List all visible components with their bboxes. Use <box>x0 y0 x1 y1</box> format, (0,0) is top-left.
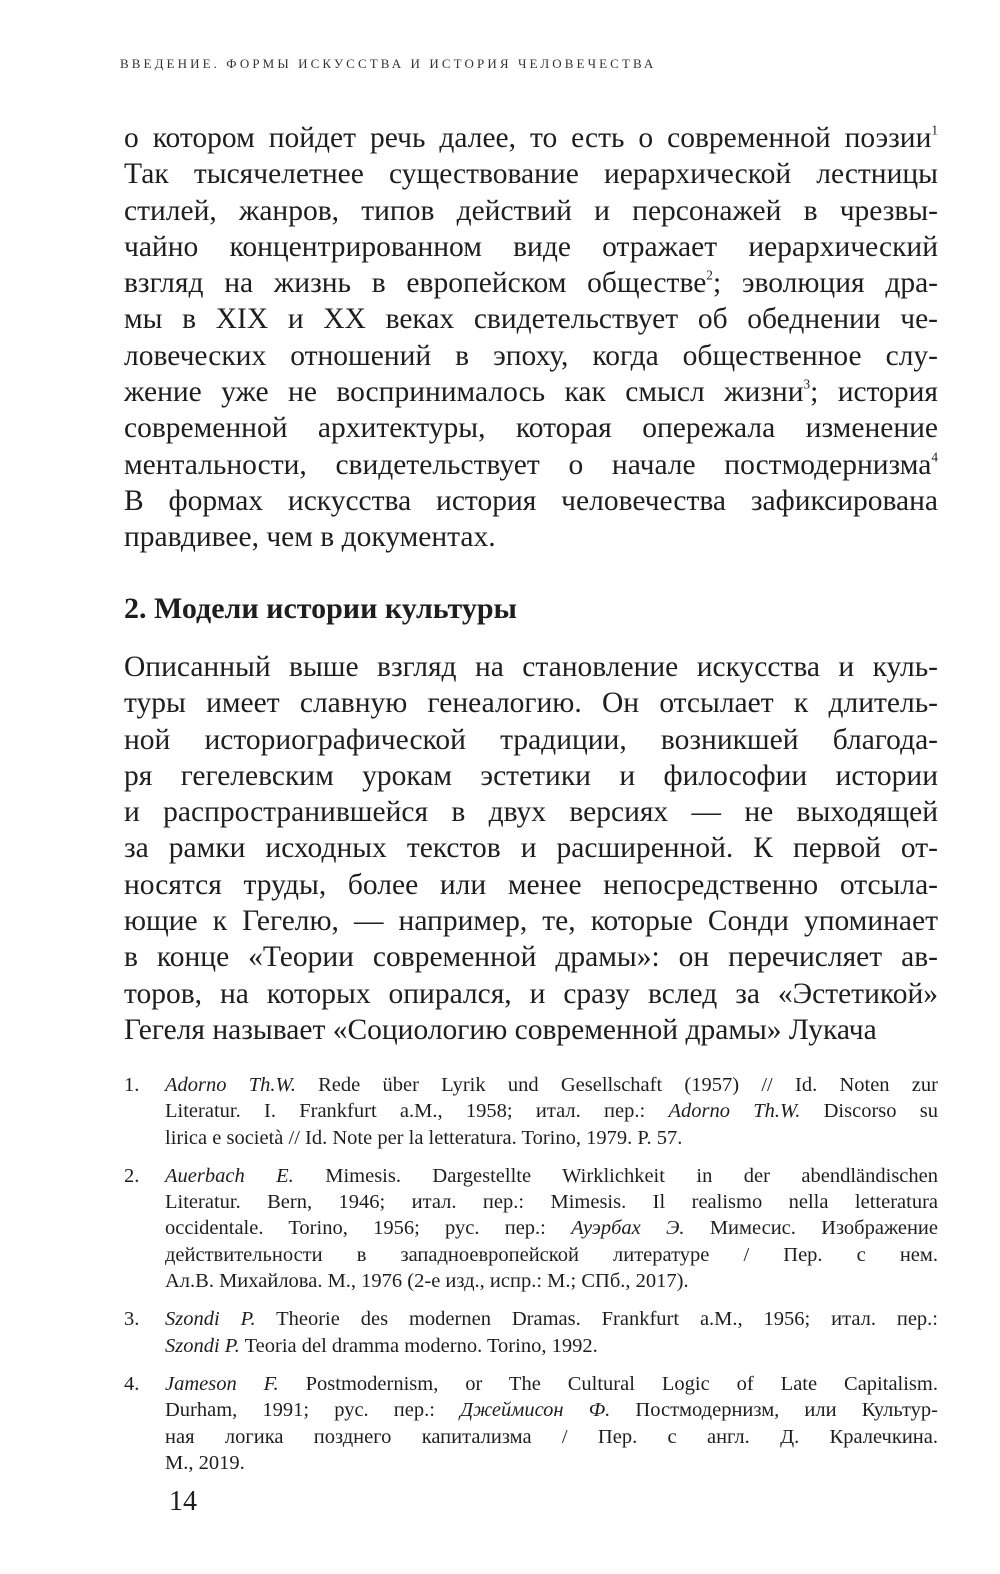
author-name: Jameson F. <box>165 1372 279 1395</box>
citation-text: Мимесис. Изображение <box>684 1217 938 1240</box>
citation-text: Literatur. I. Frankfurt a.M., 1958; итал. пер.: <box>165 1100 669 1123</box>
author-name: Szondi P. <box>165 1334 240 1357</box>
footnote-line <box>165 1306 938 1332</box>
citation-text: ная логика позднего капитализма / Пер. с англ. Д. Кралечкина. <box>165 1425 938 1448</box>
paragraph-1 <box>124 120 938 556</box>
text-line <box>124 410 938 446</box>
citation-text: Rede über Lyrik und Gesellschaft (1957) // Id. Noten zur <box>295 1074 938 1096</box>
line-text: ря гегелевским урокам эстетики и философии истории <box>124 759 938 792</box>
text-line <box>124 301 938 337</box>
line-text: мы в XIX и XX веках свидетельствует об обеднении че- <box>124 303 938 336</box>
footnote-ref[interactable]: 4 <box>931 449 938 465</box>
footnote-item <box>124 1163 938 1294</box>
citation-text: Theorie des modernen Dramas. Frankfurt a.M., 1956; итал. пер.: <box>255 1308 938 1331</box>
text-line <box>124 794 938 830</box>
citation-text: Literatur. Bern, 1946; итал. пер.: Mimesis. Il realismo nella letteratura <box>165 1191 938 1214</box>
author-name: Szondi P. <box>165 1308 256 1331</box>
line-text: чайно концентрированном виде отражает иерархический <box>124 230 938 263</box>
text-line <box>124 1012 938 1048</box>
footnote-text <box>165 1371 938 1476</box>
text-line <box>124 483 938 519</box>
citation-text: lirica e società // Id. Note per la letteratura. Torino, 1979. P. 57. <box>165 1126 683 1149</box>
footnote-ref[interactable]: 3 <box>803 376 811 392</box>
citation-text: Teoria del dramma moderno. Torino, 1992. <box>239 1334 598 1357</box>
author-name: Джеймисон Ф. <box>460 1399 611 1422</box>
footnote-number: 3. <box>124 1308 140 1331</box>
author-name: Auerbach E. <box>165 1164 294 1187</box>
line-text: ловеческих отношений в эпоху, когда общественное слу- <box>124 339 938 372</box>
footnote-line <box>165 1397 938 1423</box>
citation-text: действительности в западноевропейской литературе / Пер. с нем. <box>165 1243 938 1266</box>
text-line <box>124 193 938 229</box>
citation-text: Постмодернизм, или Культур- <box>610 1399 938 1422</box>
line-text: В формах искусства история человечества зафиксирована <box>124 484 938 517</box>
text-line <box>124 649 938 685</box>
line-text: Описанный выше взгляд на становление искусства и куль- <box>124 651 938 683</box>
author-name: Ауэрбах Э. <box>571 1217 685 1240</box>
footnote-number: 1. <box>124 1074 140 1096</box>
footnote-text <box>165 1163 938 1294</box>
text-line <box>124 156 938 192</box>
text-line <box>124 447 938 483</box>
footnote-line <box>165 1333 938 1359</box>
footnote-number: 2. <box>124 1164 140 1187</box>
footnote-line <box>165 1163 938 1189</box>
footnote-item <box>124 1072 938 1151</box>
text-line <box>124 229 938 265</box>
running-header: ВВЕДЕНИЕ. ФОРМЫ ИСКУССТВА И ИСТОРИЯ ЧЕЛОВЕЧЕСТВА <box>120 56 657 71</box>
footnote-line <box>165 1098 938 1124</box>
footnote-line <box>165 1242 938 1268</box>
line-text: современной архитектуры, которая опережала изменение <box>124 412 938 445</box>
footnote-line <box>165 1125 938 1151</box>
citation-text: Mimesis. Dargestellte Wirklichkeit in der abendländischen <box>293 1164 938 1187</box>
text-line <box>124 722 938 758</box>
footnote-line <box>165 1072 938 1098</box>
footnote-line <box>165 1215 938 1241</box>
line-text: Гегеля называет «Социологию современной драмы» Лукача <box>124 1013 877 1046</box>
text-line <box>124 758 938 794</box>
text-line <box>124 120 938 156</box>
footnote-line <box>165 1450 938 1476</box>
page-number: 14 <box>169 1486 197 1517</box>
text-line <box>124 338 938 374</box>
line-text: и распространившейся в двух версиях — не выходящей <box>124 796 938 829</box>
citation-text: occidentale. Torino, 1956; рус. пер.: <box>165 1217 572 1240</box>
text-line <box>124 830 938 866</box>
line-text: правдивее, чем в документах. <box>124 521 496 554</box>
line-tail: ; история <box>810 376 938 409</box>
footnote-line <box>165 1371 938 1397</box>
text-line <box>124 903 938 939</box>
line-text: о котором пойдет речь далее, то есть о современной поэзии <box>124 122 932 154</box>
footnote-number: 4. <box>124 1372 140 1395</box>
paragraph-2 <box>124 649 938 1048</box>
line-text: ющие к Гегелю, — например, те, которые Сонди упоминает <box>124 905 938 938</box>
line-text: ной историографической традиции, возникшей благода- <box>124 723 938 756</box>
citation-text: Discorso su <box>800 1100 939 1123</box>
footnote-line <box>165 1424 938 1450</box>
text-line <box>124 939 938 975</box>
citation-text: Durham, 1991; рус. пер.: <box>165 1399 461 1422</box>
footnote-item <box>124 1306 938 1359</box>
line-text: взгляд на жизнь в европейском обществе <box>124 267 707 300</box>
line-text: за рамки исходных текстов и расширенной. К первой от- <box>124 832 938 865</box>
section-heading: 2. Модели истории культуры <box>124 592 517 625</box>
author-name: Adorno Th.W. <box>668 1100 801 1123</box>
citation-text: Postmodernism, or The Cultural Logic of Late Capitalism. <box>278 1372 938 1395</box>
footnote-line <box>165 1268 938 1294</box>
line-text: Так тысячелетнее существование иерархической лестницы <box>124 158 938 191</box>
line-text: стилей, жанров, типов действий и персонажей в чрезвы- <box>124 194 938 227</box>
text-line <box>124 374 938 410</box>
citation-text: М., 2019. <box>165 1451 245 1474</box>
footnote-item <box>124 1371 938 1476</box>
footnote-ref[interactable]: 2 <box>706 267 713 283</box>
line-text: жение уже не воспринималось как смысл жизни <box>124 376 804 409</box>
line-text: носятся труды, более или менее непосредственно отсыла- <box>124 868 938 901</box>
line-text: в конце «Теории современной драмы»: он перечисляет ав- <box>124 941 938 974</box>
citation-text: Ал.В. Михайлова. М., 1976 (2-е изд., испр.: М.; СПб., 2017). <box>165 1270 689 1293</box>
footnote-text <box>165 1072 938 1151</box>
line-text: ментальности, свидетельствует о начале постмодернизма <box>124 448 932 481</box>
text-line <box>124 519 938 555</box>
text-line <box>124 976 938 1012</box>
footnote-ref[interactable]: 1 <box>931 122 938 138</box>
footnote-line <box>165 1189 938 1215</box>
text-line <box>124 685 938 721</box>
text-line <box>124 867 938 903</box>
line-tail: ; эволюция дра- <box>712 267 938 300</box>
line-text: торов, на которых опирался, и сразу вслед за «Эстетикой» <box>124 977 938 1010</box>
line-text: туры имеет славную генеалогию. Он отсылает к длитель- <box>124 687 938 720</box>
footnotes <box>124 1072 938 1488</box>
footnote-text <box>165 1306 938 1359</box>
text-line <box>124 265 938 301</box>
author-name: Adorno Th.W. <box>165 1074 296 1096</box>
